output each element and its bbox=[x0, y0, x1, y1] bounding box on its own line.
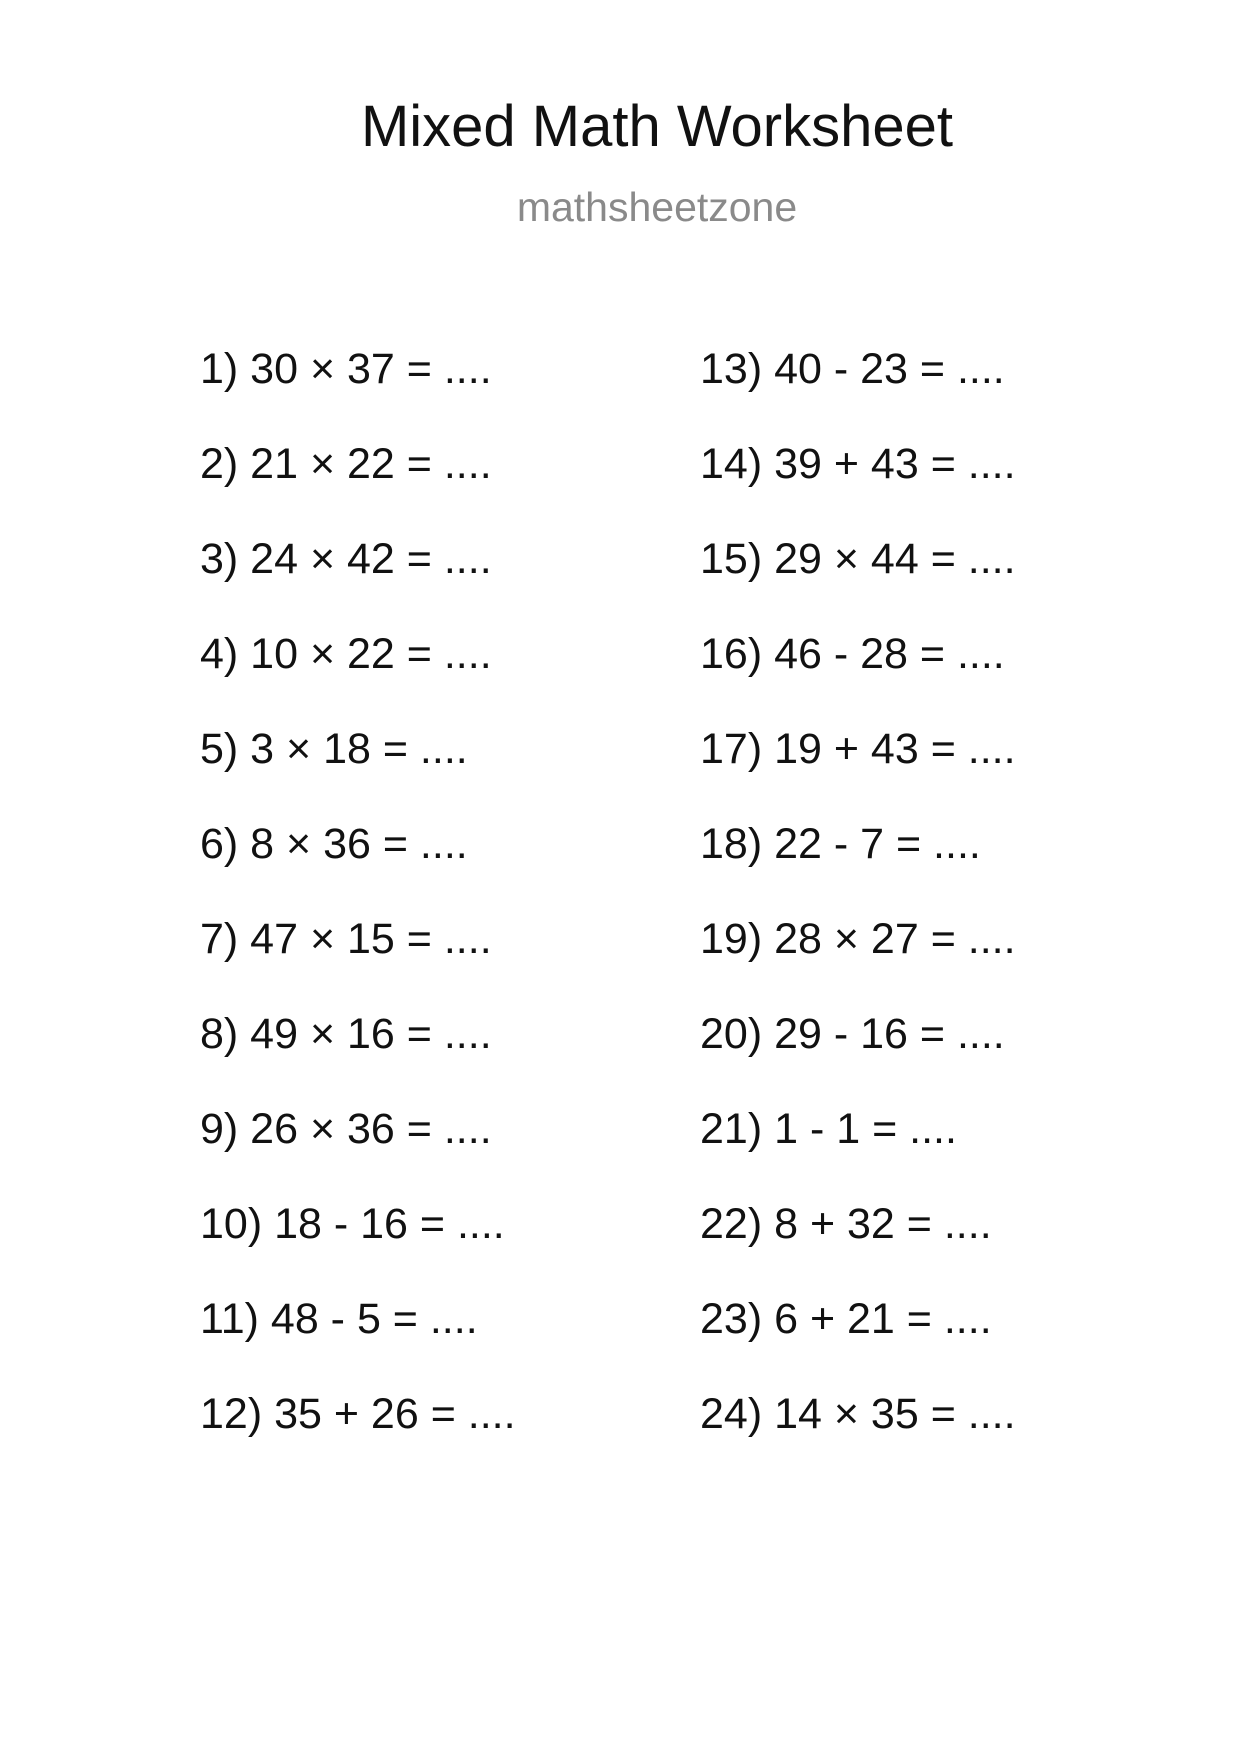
problem-15: 15) 29 × 44 = .... bbox=[700, 535, 1016, 583]
problem-5: 5) 3 × 18 = .... bbox=[200, 725, 468, 773]
problem-16: 16) 46 - 28 = .... bbox=[700, 630, 1005, 678]
problem-11: 11) 48 - 5 = .... bbox=[200, 1295, 478, 1343]
problem-4: 4) 10 × 22 = .... bbox=[200, 630, 492, 678]
problem-9: 9) 26 × 36 = .... bbox=[200, 1105, 492, 1153]
problem-10: 10) 18 - 16 = .... bbox=[200, 1200, 505, 1248]
problem-14: 14) 39 + 43 = .... bbox=[700, 440, 1016, 488]
problem-2: 2) 21 × 22 = .... bbox=[200, 440, 492, 488]
page-subtitle: mathsheetzone bbox=[516, 184, 798, 230]
problem-13: 13) 40 - 23 = .... bbox=[700, 345, 1005, 393]
problem-19: 19) 28 × 27 = .... bbox=[700, 915, 1016, 963]
problem-18: 18) 22 - 7 = .... bbox=[700, 820, 981, 868]
problem-6: 6) 8 × 36 = .... bbox=[200, 820, 468, 868]
problem-24: 24) 14 × 35 = .... bbox=[700, 1390, 1016, 1438]
problem-8: 8) 49 × 16 = .... bbox=[200, 1010, 492, 1058]
problem-23: 23) 6 + 21 = .... bbox=[700, 1295, 992, 1343]
problem-3: 3) 24 × 42 = .... bbox=[200, 535, 492, 583]
page-title: Mixed Math Worksheet bbox=[360, 94, 954, 159]
problem-17: 17) 19 + 43 = .... bbox=[700, 725, 1016, 773]
problem-12: 12) 35 + 26 = .... bbox=[200, 1390, 516, 1438]
problem-7: 7) 47 × 15 = .... bbox=[200, 915, 492, 963]
problem-1: 1) 30 × 37 = .... bbox=[200, 345, 492, 393]
problems-left-column bbox=[200, 345, 516, 1488]
problems-right-column bbox=[700, 345, 1016, 1488]
problem-22: 22) 8 + 32 = .... bbox=[700, 1200, 992, 1248]
problem-21: 21) 1 - 1 = .... bbox=[700, 1105, 957, 1153]
problem-20: 20) 29 - 16 = .... bbox=[700, 1010, 1005, 1058]
